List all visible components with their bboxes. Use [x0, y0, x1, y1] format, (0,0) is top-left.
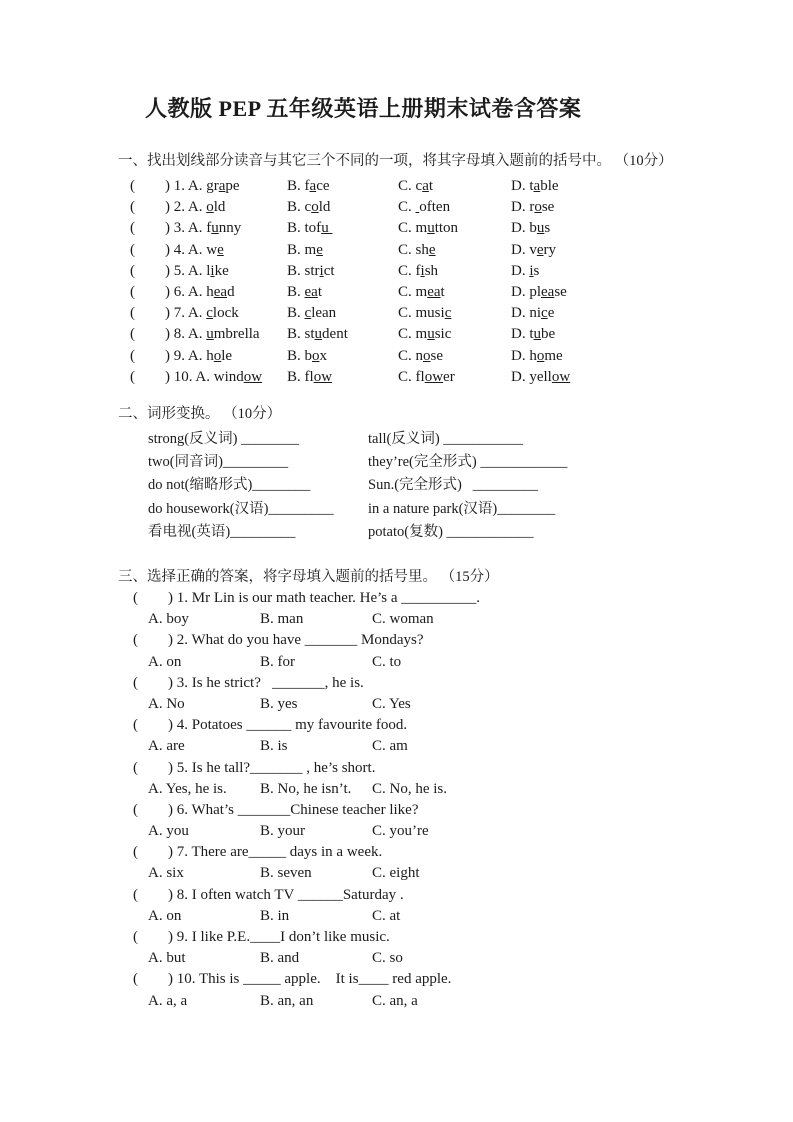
choice-c: C. woman — [372, 611, 434, 628]
phonics-option-b — [287, 325, 348, 343]
choice-a: A. on — [148, 907, 182, 924]
word-post: nny — [218, 220, 242, 237]
phonics-option-a — [130, 219, 241, 237]
underlined-letters: o — [213, 347, 222, 364]
question-line: ( ) 7. There are_____ days in a week. — [133, 844, 383, 861]
question-options-row — [0, 695, 793, 716]
option-label: D. — [511, 199, 530, 216]
underlined-letters: ow — [551, 368, 571, 385]
question-options-row — [0, 992, 793, 1013]
choice-a: A. Yes, he is. — [148, 780, 227, 797]
phonics-row — [0, 304, 793, 325]
option-label: C. — [398, 220, 416, 237]
word-post: ld — [318, 199, 331, 216]
question-options-row — [0, 780, 793, 801]
phonics-option-c — [398, 283, 445, 301]
choice-a: A. six — [148, 865, 184, 882]
phonics-option-c — [398, 219, 458, 237]
phonics-option-b — [287, 219, 332, 237]
transform-item-left: 看电视(英语)_________ — [148, 523, 296, 540]
word-post: s — [544, 220, 551, 237]
phonics-option-b — [287, 283, 322, 301]
option-label: B. — [287, 241, 305, 258]
phonics-option-c — [398, 304, 451, 322]
choice-a: A. on — [148, 653, 182, 670]
choice-a: A. boy — [148, 611, 189, 628]
phonics-option-b — [287, 304, 336, 322]
phonics-option-a — [130, 283, 235, 301]
phonics-option-a — [130, 241, 224, 259]
option-label: D. — [511, 368, 530, 385]
phonics-option-a — [130, 304, 239, 322]
phonics-row — [0, 198, 793, 219]
phonics-option-b — [287, 368, 332, 386]
option-label: D. — [511, 347, 530, 364]
underlined-letters: u — [533, 326, 542, 343]
phonics-option-d — [511, 347, 563, 365]
question-line-row — [0, 843, 793, 864]
choice-a: A. a, a — [148, 992, 188, 1009]
word-pre: sh — [415, 241, 429, 258]
page-title: 人教版 PEP 五年级英语上册期末试卷含答案 — [145, 96, 582, 121]
choice-c: C. an, a — [372, 992, 418, 1009]
choice-b: B. is — [260, 738, 288, 755]
choice-b: B. No, he isn’t. — [260, 780, 352, 797]
word-pre: pl — [529, 283, 542, 300]
word-pre: w — [206, 241, 218, 258]
phonics-option-d — [511, 219, 550, 237]
question-options-row — [0, 737, 793, 758]
phonics-option-a — [130, 368, 262, 386]
mcq-question — [0, 843, 793, 885]
option-label: ( ) 10. A. — [130, 368, 214, 385]
underlined-letters: o — [534, 199, 542, 216]
phonics-option-c — [398, 262, 438, 280]
section-3-mcq-list — [0, 589, 793, 1013]
word-pre: c — [304, 199, 312, 216]
option-label: C. — [398, 326, 416, 343]
word-pre: ni — [529, 305, 542, 322]
underlined-letters: ea — [427, 283, 441, 300]
underlined-letters: e — [536, 241, 544, 258]
word-post: ke — [214, 262, 229, 279]
option-label: C. — [398, 262, 416, 279]
underlined-letters: o — [311, 199, 319, 216]
word-pre: c — [415, 178, 423, 194]
word-post: x — [319, 347, 328, 364]
mcq-question — [0, 631, 793, 673]
word-pre: f — [206, 220, 212, 237]
choice-b: B. and — [260, 950, 300, 967]
question-options-row — [0, 653, 793, 674]
choice-c: C. at — [372, 907, 401, 924]
option-label: ( ) 8. A. — [130, 326, 207, 343]
underlined-letters: ea — [213, 283, 228, 300]
choice-c: C. Yes — [372, 695, 411, 712]
phonics-option-d — [511, 368, 570, 386]
underlined-letters: i — [319, 262, 324, 279]
option-label: ( ) 3. A. — [130, 220, 207, 237]
option-label: B. — [287, 368, 305, 385]
question-line-row — [0, 928, 793, 949]
underlined-letters: o — [312, 347, 320, 364]
choice-b: B. yes — [260, 695, 298, 712]
word-pre: l — [206, 262, 211, 279]
word-post: be — [541, 326, 556, 343]
option-label: ( ) 7. A. — [130, 305, 207, 322]
phonics-row — [0, 368, 793, 389]
section-2-transform-list — [0, 430, 793, 546]
underlined-letters: ow — [243, 368, 263, 385]
question-line-row — [0, 589, 793, 610]
phonics-row — [0, 347, 793, 368]
option-label: D. — [511, 178, 530, 194]
underlined-letters: u — [427, 326, 435, 343]
word-post: t — [428, 178, 434, 194]
underlined-letters: u — [321, 220, 333, 237]
option-label: C. — [398, 199, 416, 216]
option-label: B. — [287, 178, 305, 194]
phonics-row — [0, 262, 793, 283]
word-pre: f — [415, 262, 421, 279]
word-post: se — [430, 347, 444, 364]
underlined-letters: e — [316, 241, 323, 258]
word-pre: t — [529, 326, 534, 343]
option-label: D. — [511, 326, 530, 343]
underlined-letters: a — [309, 178, 317, 194]
phonics-option-b — [287, 347, 327, 365]
question-line: ( ) 10. This is _____ apple. It is____ red apple. — [133, 971, 452, 988]
word-post: ct — [323, 262, 335, 279]
word-pre: b — [304, 347, 313, 364]
mcq-question — [0, 589, 793, 631]
option-label: C. — [398, 368, 416, 385]
mcq-question — [0, 759, 793, 801]
option-label: D. — [511, 220, 530, 237]
underlined-letters: ea — [304, 283, 318, 300]
word-pre: r — [529, 199, 535, 216]
underlined-letters: o — [536, 347, 545, 364]
word-post: tton — [434, 220, 459, 237]
phonics-option-a — [130, 198, 225, 216]
word-pre: h — [206, 283, 214, 300]
underlined-letters: e — [217, 241, 224, 258]
underlined-letters: c — [444, 305, 452, 322]
option-label: B. — [287, 305, 305, 322]
option-label: D. — [511, 283, 530, 300]
mcq-question — [0, 886, 793, 928]
underlined-letters: o — [423, 347, 431, 364]
underlined-letters: u — [206, 326, 214, 343]
word-transform-row — [0, 453, 793, 476]
word-post: se — [541, 199, 555, 216]
option-label: C. — [398, 241, 416, 258]
underlined-letters: c — [206, 305, 213, 322]
option-label: B. — [287, 262, 305, 279]
underlined-letters: u — [427, 220, 435, 237]
word-pre: v — [529, 241, 537, 258]
mcq-question — [0, 716, 793, 758]
option-label: D. — [511, 241, 530, 258]
phonics-option-c — [398, 325, 451, 343]
option-label: C. — [398, 283, 416, 300]
phonics-option-d — [511, 262, 539, 280]
word-pre: n — [415, 347, 424, 364]
phonics-option-a — [130, 347, 232, 365]
option-label: B. — [287, 283, 305, 300]
word-post: t — [317, 283, 323, 300]
choice-b: B. your — [260, 823, 305, 840]
phonics-option-d — [511, 304, 554, 322]
option-label: B. — [287, 347, 305, 364]
word-pre: f — [304, 178, 310, 194]
word-transform-row — [0, 430, 793, 453]
option-label: ( ) 4. A. — [130, 241, 207, 258]
phonics-option-a — [130, 177, 240, 195]
question-line: ( ) 1. Mr Lin is our math teacher. He’s a __________. — [133, 590, 481, 606]
underlined-letters: ow — [313, 368, 333, 385]
underlined-letters: ea — [541, 283, 555, 300]
word-pre: gr — [206, 178, 219, 194]
option-label: ( ) 2. A. — [130, 199, 207, 216]
word-pre: m — [415, 283, 428, 300]
word-pre: str — [304, 262, 320, 279]
question-line-row — [0, 801, 793, 822]
word-pre: t — [529, 178, 534, 194]
underlined-letters: u — [314, 326, 323, 343]
phonics-option-b — [287, 177, 330, 195]
word-post: s — [533, 262, 540, 279]
option-label: ( ) 1. A. — [130, 178, 207, 194]
phonics-row — [0, 325, 793, 346]
transform-item-left: two(同音词)_________ — [148, 454, 289, 471]
question-line-row — [0, 674, 793, 695]
option-label: C. — [398, 347, 416, 364]
underlined-letters: a — [533, 178, 541, 194]
word-post: dent — [322, 326, 348, 343]
question-line-row — [0, 886, 793, 907]
word-post: er — [443, 368, 455, 385]
choice-b: B. in — [260, 907, 290, 924]
word-pre: wind — [213, 368, 244, 385]
word-post: ry — [543, 241, 557, 258]
choice-b: B. seven — [260, 865, 312, 882]
phonics-option-d — [511, 325, 555, 343]
option-label: D. — [511, 305, 530, 322]
underlined-letters: a — [218, 178, 226, 194]
phonics-option-b — [287, 262, 335, 280]
question-line: ( ) 6. What’s _______Chinese teacher like? — [133, 801, 419, 818]
question-line: ( ) 3. Is he strict? _______, he is. — [133, 674, 364, 691]
word-post: ld — [213, 199, 226, 216]
choice-b: B. for — [260, 653, 295, 670]
transform-item-right: they’re(完全形式) ____________ — [368, 454, 568, 471]
word-post: d — [227, 283, 235, 300]
phonics-option-a — [130, 262, 229, 280]
word-transform-row — [0, 476, 793, 499]
phonics-option-b — [287, 198, 330, 216]
question-options-row — [0, 907, 793, 928]
word-pre: m — [415, 326, 428, 343]
word-pre: m — [415, 220, 428, 237]
underlined-letters: c — [541, 305, 548, 322]
mcq-question — [0, 801, 793, 843]
word-post: often — [419, 199, 451, 216]
question-line: ( ) 4. Potatoes ______ my favourite food. — [133, 717, 408, 734]
underlined-letters: a — [422, 178, 429, 194]
word-pre: fl — [415, 368, 425, 385]
word-pre: st — [304, 326, 315, 343]
word-pre: h — [206, 347, 214, 364]
underlined-letters: i — [529, 262, 534, 279]
word-post: sh — [424, 262, 439, 279]
word-post: t — [440, 283, 445, 300]
phonics-row — [0, 219, 793, 240]
mcq-question — [0, 674, 793, 716]
phonics-row — [0, 283, 793, 304]
transform-item-left: do not(缩略形式)________ — [148, 477, 311, 494]
option-label: B. — [287, 199, 305, 216]
choice-c: C. you’re — [372, 823, 429, 840]
word-post: ce — [316, 178, 330, 194]
option-label: C. — [398, 305, 416, 322]
word-transform-row — [0, 500, 793, 523]
word-post: ble — [540, 178, 559, 194]
phonics-option-d — [511, 283, 567, 301]
question-line: ( ) 2. What do you have _______ Mondays? — [133, 632, 424, 649]
phonics-option-d — [511, 177, 559, 195]
option-label: ( ) 5. A. — [130, 262, 207, 279]
choice-c: C. am — [372, 738, 408, 755]
question-options-row — [0, 864, 793, 885]
transform-item-left: do housework(汉语)_________ — [148, 500, 334, 517]
section-2-heading: 二、词形变换。 （10分） — [118, 406, 282, 422]
question-options-row — [0, 610, 793, 631]
option-label: B. — [287, 326, 305, 343]
transform-item-left: strong(反义词) ________ — [148, 431, 300, 447]
transform-item-right: in a nature park(汉语)________ — [368, 500, 556, 517]
option-label: B. — [287, 220, 305, 237]
word-post: mbrella — [213, 326, 260, 343]
phonics-option-a — [130, 325, 260, 343]
word-post: me — [544, 347, 563, 364]
mcq-question — [0, 970, 793, 1012]
choice-b: B. man — [260, 611, 304, 628]
underlined-letters: e — [428, 241, 436, 258]
word-post: le — [221, 347, 233, 364]
section-1-phonics-list — [0, 177, 793, 389]
question-line-row — [0, 970, 793, 991]
transform-item-right: Sun.(完全形式) _________ — [368, 477, 538, 494]
question-line-row — [0, 716, 793, 737]
word-post: pe — [225, 178, 240, 194]
word-pre: musi — [415, 305, 445, 322]
option-label: ( ) 6. A. — [130, 283, 207, 300]
question-line: ( ) 8. I often watch TV ______Saturday . — [133, 886, 404, 903]
phonics-option-c — [398, 177, 433, 195]
question-line: ( ) 9. I like P.E.____I don’t like music. — [133, 929, 390, 945]
word-post: lean — [311, 305, 337, 322]
choice-a: A. but — [148, 950, 186, 967]
choice-c: C. eight — [372, 865, 420, 882]
choice-b: B. an, an — [260, 992, 314, 1009]
choice-a: A. are — [148, 738, 185, 755]
section-1-heading: 一、找出划线部分读音与其它三个不同的一项，将其字母填入题前的括号中。 （10分） — [118, 153, 673, 169]
underlined-letters: c — [304, 305, 312, 322]
question-options-row — [0, 822, 793, 843]
phonics-row — [0, 241, 793, 262]
phonics-option-b — [287, 241, 323, 259]
word-transform-row — [0, 523, 793, 546]
option-label: C. — [398, 178, 416, 194]
section-3-heading: 三、选择正确的答案，将字母填入题前的括号里。 （15分） — [118, 569, 499, 585]
underlined-letters: u — [211, 220, 219, 237]
underlined-letters: i — [420, 262, 425, 279]
option-label: D. — [511, 262, 530, 279]
word-post: lock — [212, 305, 239, 322]
question-line: ( ) 5. Is he tall?_______ , he’s short. — [133, 759, 376, 776]
word-post: sic — [434, 326, 452, 343]
underlined-letters: ow — [424, 368, 444, 385]
phonics-option-d — [511, 198, 554, 216]
word-pre: yell — [529, 368, 552, 385]
word-pre: fl — [304, 368, 314, 385]
choice-a: A. you — [148, 823, 189, 840]
word-pre: b — [529, 220, 537, 237]
transform-item-right: potato(复数) ____________ — [368, 523, 534, 540]
phonics-option-c — [398, 241, 436, 259]
underlined-letters: i — [210, 262, 215, 279]
choice-c: C. No, he is. — [372, 780, 447, 797]
word-pre: h — [529, 347, 537, 364]
word-post: e — [547, 305, 555, 322]
question-line-row — [0, 759, 793, 780]
question-line-row — [0, 631, 793, 652]
question-options-row — [0, 949, 793, 970]
word-pre: m — [304, 241, 317, 258]
option-label: ( ) 9. A. — [130, 347, 207, 364]
word-post: se — [554, 283, 567, 300]
phonics-row — [0, 177, 793, 198]
underlined-letters: u — [536, 220, 545, 237]
choice-c: C. to — [372, 653, 402, 670]
choice-c: C. so — [372, 950, 403, 967]
choice-a: A. No — [148, 695, 185, 712]
phonics-option-c — [398, 198, 450, 216]
transform-item-right: tall(反义词) ___________ — [368, 431, 524, 447]
phonics-option-c — [398, 347, 443, 365]
phonics-option-d — [511, 241, 556, 259]
phonics-option-c — [398, 368, 455, 386]
underlined-letters: o — [206, 199, 214, 216]
word-pre: tof — [304, 220, 322, 237]
mcq-question — [0, 928, 793, 970]
